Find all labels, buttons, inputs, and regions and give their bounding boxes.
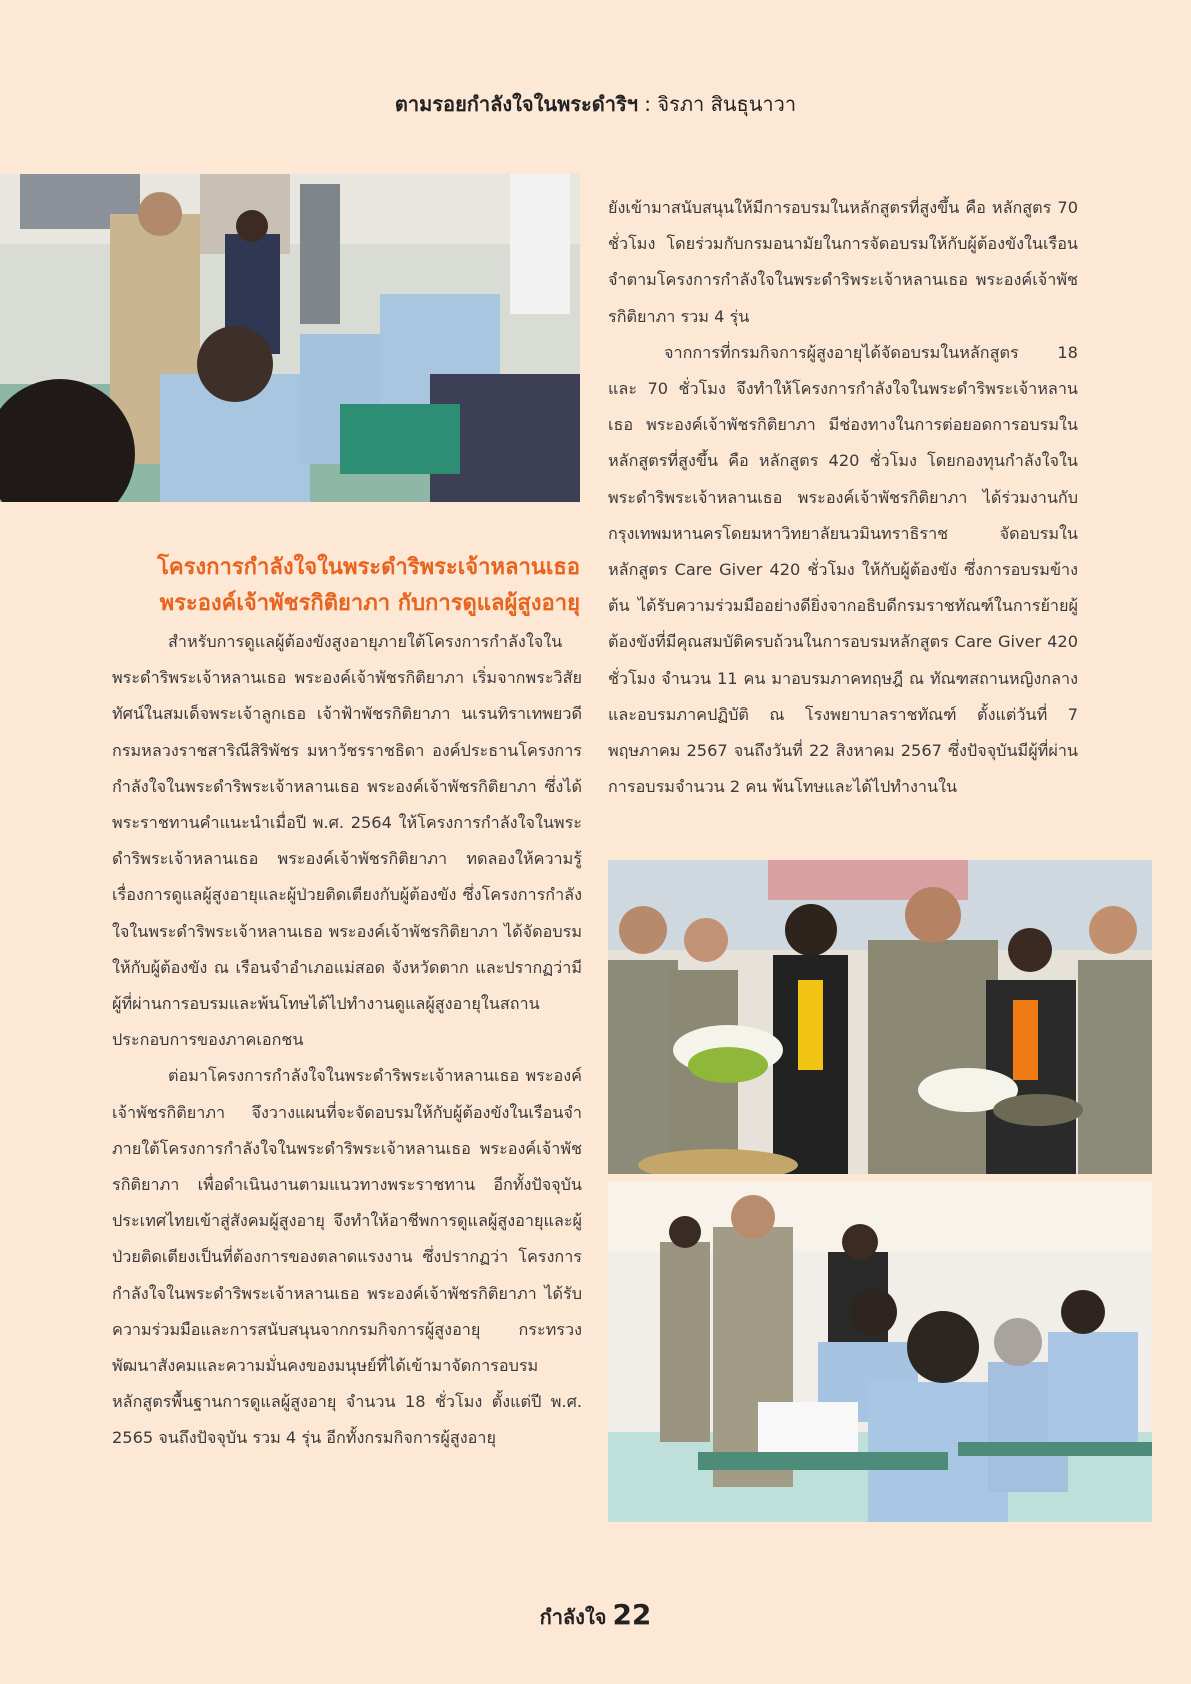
footer-magazine-name: กำลังใจ (539, 1605, 607, 1629)
right-paragraph-2: จากการที่กรมกิจการผู้สูงอายุได้จัดอบรมในหลักสูตร 18 และ 70 ชั่วโมง จึงทำให้โครงการกำลังใจในพระดำริพระเจ้าหลานเธอ พระองค์เจ้าพัชรกิติยาภา มีช่องทางในการต่อยอดการอบรมในหลักสูตรที่สูงขึ้น คือ หลักสูตร 420 ชั่วโมง โดยกองทุนกำลังใจในพระดำริพระเจ้าหลานเธอ พระองค์เจ้าพัชรกิติยาภา ได้ร่วมงานกับกรุงเทพมหานครโดยมหาวิทยาลัยนวมินทราธิราช จัดอบรมในหลักสูตร Care Giver 420 ชั่วโมง ให้กับผู้ต้องขัง ซึ่งการอบรมข้างต้น ได้รับความร่วมมืออย่างดียิ่งจากอธิบดีกรมราชทัณฑ์ในการย้ายผู้ต้องขังที่มีคุณสมบัติครบถ้วนในการอบรมหลักสูตร Care Giver 420 ชั่วโมง จำนวน 11 คน มาอบรมภาคทฤษฎี ณ ทัณฑสถานหญิงกลาง และอบรมภาคปฏิบัติ ณ โรงพยาบาลราชทัณฑ์ ตั้งแต่วันที่ 7 พฤษภาคม 2567 จนถึงวันที่ 22 สิงหาคม 2567 ซึ่งปัจจุบันมีผู้ที่ผ่านการอบรมจำนวน 2 คน พ้นโทษและได้ไปทำงานใน (608, 342, 1078, 797)
header-author: จิรภา สินธุนาวา (657, 92, 797, 116)
page-number: 22 (612, 1598, 652, 1631)
photo-visit-seated-group (0, 174, 580, 502)
header-separator: : (637, 92, 658, 116)
right-paragraph-1: ยังเข้ามาสนับสนุนให้มีการอบรมในหลักสูตรที่สูงขึ้น คือ หลักสูตร 70 ชั่วโมง โดยร่วมกับกรมอนามัยในการจัดอบรมให้กับผู้ต้องขังในเรือนจำตามโครงการกำลังใจในพระดำริพระเจ้าหลานเธอ พระองค์เจ้าพัชรกิติยาภา รวม 4 รุ่น (608, 198, 1078, 326)
section-heading-line1: โครงการกำลังใจในพระดำริพระเจ้าหลานเธอ (157, 555, 580, 580)
photo-group-flower-baskets (608, 860, 1152, 1174)
left-text-column (112, 624, 582, 1457)
running-header (0, 88, 1191, 120)
section-heading-line2: พระองค์เจ้าพัชรกิติยาภา กับการดูแลผู้สูงอายุ (159, 591, 580, 616)
right-text-column (608, 190, 1078, 805)
left-paragraph-1: สำหรับการดูแลผู้ต้องขังสูงอายุภายใต้โครงการกำลังใจในพระดำริพระเจ้าหลานเธอ พระองค์เจ้าพัชรกิติยาภา เริ่มจากพระวิสัยทัศน์ในสมเด็จพระเจ้าลูกเธอ เจ้าฟ้าพัชรกิติยาภา นเรนทิราเทพยวดี กรมหลวงราชสาริณีสิริพัชร มหาวัชรราชธิดา องค์ประธานโครงการกำลังใจในพระดำริพระเจ้าหลานเธอ พระองค์เจ้าพัชรกิติยาภา ซึ่งได้พระราชทานคำแนะนำเมื่อปี พ.ศ. 2564 ให้โครงการกำลังใจในพระดำริพระเจ้าหลานเธอ พระองค์เจ้าพัชรกิติยาภา ทดลองให้ความรู้เรื่องการดูแลผู้สูงอายุและผู้ป่วยติดเตียงกับผู้ต้องขัง ซึ่งโครงการกำลังใจในพระดำริพระเจ้าหลานเธอ พระองค์เจ้าพัชรกิติยาภา ได้จัดอบรมให้กับผู้ต้องขัง ณ เรือนจำอำเภอแม่สอด จังหวัดตาก และปรากฏว่ามีผู้ที่ผ่านการอบรมและพ้นโทษได้ไปทำงานดูแลผู้สูงอายุในสถานประกอบการของภาคเอกชน (112, 632, 582, 1050)
section-heading (110, 550, 580, 622)
photo-training-session (608, 1182, 1152, 1522)
page-footer (0, 1598, 1191, 1633)
header-title: ตามรอยกำลังใจในพระดำริฯ (394, 92, 638, 116)
left-paragraph-2: ต่อมาโครงการกำลังใจในพระดำริพระเจ้าหลานเธอ พระองค์เจ้าพัชรกิติยาภา จึงวางแผนที่จะจัดอบรมให้กับผู้ต้องขังในเรือนจำภายใต้โครงการกำลังใจในพระดำริพระเจ้าหลานเธอ พระองค์เจ้าพัชรกิติยาภา เพื่อดำเนินงานตามแนวทางพระราชทาน อีกทั้งปัจจุบันประเทศไทยเข้าสู่สังคมผู้สูงอายุ จึงทำให้อาชีพการดูแลผู้สูงอายุและผู้ป่วยติดเตียงเป็นที่ต้องการของตลาดแรงงาน ซึ่งปรากฏว่า โครงการกำลังใจในพระดำริพระเจ้าหลานเธอ พระองค์เจ้าพัชรกิติยาภา ได้รับความร่วมมือและการสนับสนุนจากกรมกิจการผู้สูงอายุ กระทรวงพัฒนาสังคมและความมั่นคงของมนุษย์ที่ได้เข้ามาจัดการอบรมหลักสูตรพื้นฐานการดูแลผู้สูงอายุ จำนวน 18 ชั่วโมง ตั้งแต่ปี พ.ศ. 2565 จนถึงปัจจุบัน รวม 4 รุ่น อีกทั้งกรมกิจการผู้สูงอายุ (112, 1066, 582, 1448)
